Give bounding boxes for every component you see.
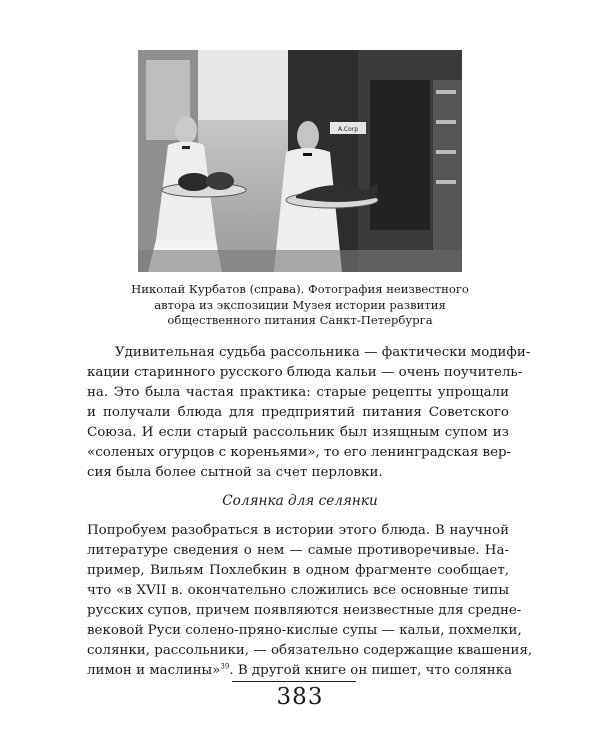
text-line: пример, Вильям Похлебкин в одном фрагменте сообщает, — [87, 563, 509, 578]
text-line: вековой Руси солено-пряно-кислые супы — кальи, похмелки, — [87, 623, 522, 638]
text-fragment: . В другой книге он пишет, что солянка — [229, 663, 513, 678]
text-line: сия была более сытной за счет перловки. — [87, 465, 383, 480]
text-line: кации старинного русского блюда кальи — очень поучитель- — [87, 365, 523, 380]
text-line: что «в XVII в. окончательно сложились все основные типы — [87, 583, 509, 598]
caption-line: общественного питания Санкт-Петербурга — [167, 313, 433, 327]
footnote-reference[interactable]: 39 — [220, 662, 230, 671]
text-line: русских супов, причем появляются неизвестные для средне- — [87, 603, 522, 618]
text-fragment: лимон и маслины» — [87, 663, 221, 678]
wall-sign: A.Corp — [337, 126, 359, 133]
text-line: Союза. И если старый рассольник был изящным супом из — [87, 425, 509, 440]
page-number: 383 — [276, 684, 324, 710]
paragraph-solyanka — [87, 521, 533, 681]
photo-caption — [100, 282, 500, 329]
text-line: и получали блюда для предприятий питания Советского — [87, 405, 509, 420]
text-line: Удивительная судьба рассольника — фактически модифи- — [115, 345, 531, 360]
text-line: Попробуем разобраться в истории этого блюда. В научной — [87, 523, 509, 538]
section-heading: Солянка для селянки — [222, 493, 378, 509]
text-line: «соленых огурцов с кореньями», то его ленинградская вер- — [87, 445, 512, 460]
text-line-with-footnote — [87, 661, 513, 681]
paragraph-rassolnik — [87, 343, 531, 483]
caption-line: Николай Курбатов (справа). Фотография неизвестного — [131, 282, 469, 296]
text-line: на. Это была частая практика: старые рецепты упрощали — [87, 385, 509, 400]
text-line: литературе сведения о нем — самые противоречивые. На- — [87, 543, 509, 558]
waiters-photo — [138, 50, 462, 272]
footer-rule — [232, 681, 356, 682]
photo-illustration — [138, 50, 462, 272]
caption-line: автора из экспозиции Музея истории развития — [154, 297, 446, 312]
text-line: солянки, рассольники, — обязательно содержащие квашения, — [87, 643, 533, 658]
